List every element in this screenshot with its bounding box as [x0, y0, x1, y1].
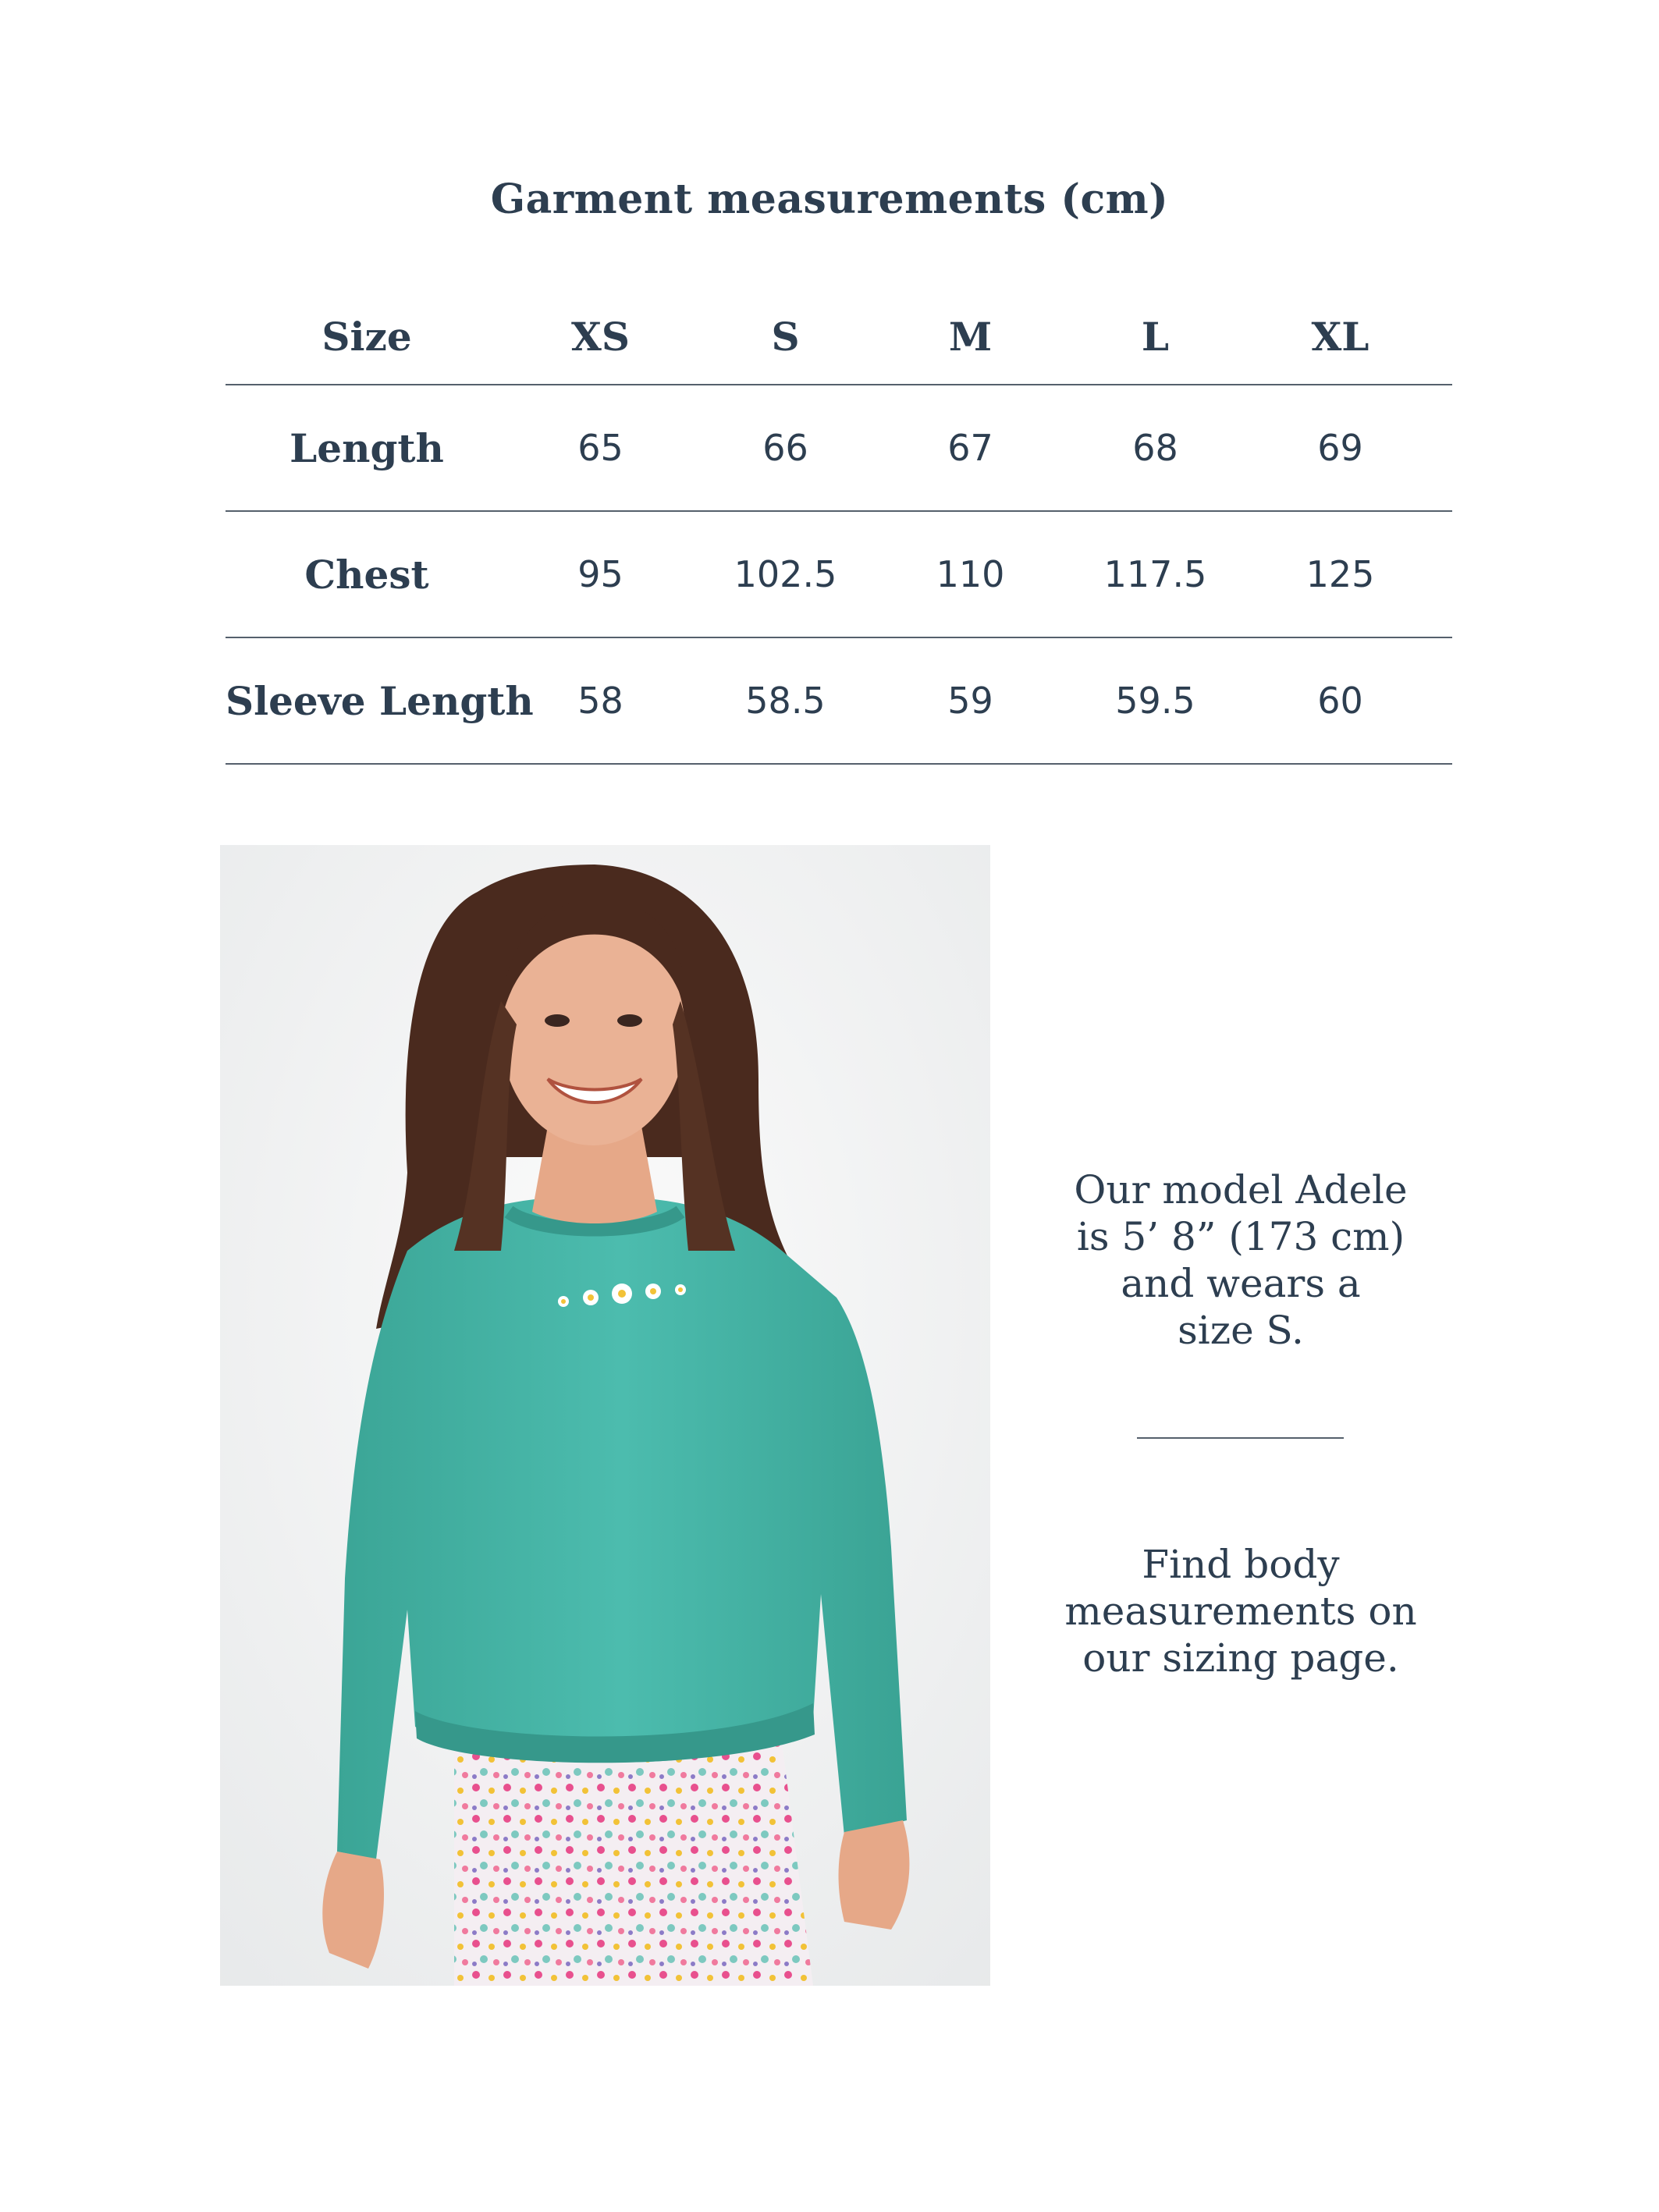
model-note-line: Our model Adele [1074, 1167, 1408, 1213]
table-cell: 60 [1317, 680, 1363, 722]
row-label: Chest [304, 551, 429, 598]
table-cell: 59 [947, 680, 993, 722]
table-cell: 65 [577, 427, 623, 469]
size-header-m: M [948, 313, 993, 360]
table-cell: 58.5 [745, 680, 826, 722]
model-note [1030, 1166, 1451, 1354]
row-label: Length [290, 424, 444, 471]
table-row [226, 385, 1452, 512]
table-cell: 66 [762, 427, 808, 469]
sizing-note-line: our sizing page. [1082, 1635, 1399, 1681]
table-cell: 59.5 [1115, 680, 1195, 722]
model-note-line: size S. [1178, 1308, 1304, 1353]
table-cell: 102.5 [734, 553, 837, 595]
table-row [226, 638, 1452, 765]
size-header-l: L [1141, 313, 1170, 360]
sizing-note-line: measurements on [1064, 1589, 1417, 1634]
sizing-note-line: Find body [1142, 1542, 1340, 1587]
table-cell: 69 [1317, 427, 1363, 469]
size-header-xl: XL [1311, 313, 1369, 360]
size-table [226, 289, 1452, 765]
table-cell: 125 [1306, 553, 1375, 595]
row-label: Sleeve Length [226, 677, 534, 724]
table-cell: 117.5 [1103, 553, 1207, 595]
size-header-s: S [771, 313, 800, 360]
model-photo [220, 845, 990, 1986]
section-divider [1137, 1437, 1344, 1439]
table-cell: 58 [577, 680, 623, 722]
size-header-label: Size [321, 313, 412, 360]
table-cell: 110 [936, 553, 1005, 595]
table-header-row [226, 289, 1452, 385]
size-header-xs: XS [571, 313, 630, 360]
model-note-line: and wears a [1121, 1261, 1361, 1306]
table-cell: 67 [947, 427, 993, 469]
table-row [226, 512, 1452, 638]
sizing-note [1030, 1541, 1451, 1681]
table-cell: 95 [577, 553, 623, 595]
table-cell: 68 [1132, 427, 1178, 469]
page-title: Garment measurements (cm) [490, 176, 1169, 223]
model-note-line: is 5’ 8” (173 cm) [1076, 1214, 1405, 1259]
